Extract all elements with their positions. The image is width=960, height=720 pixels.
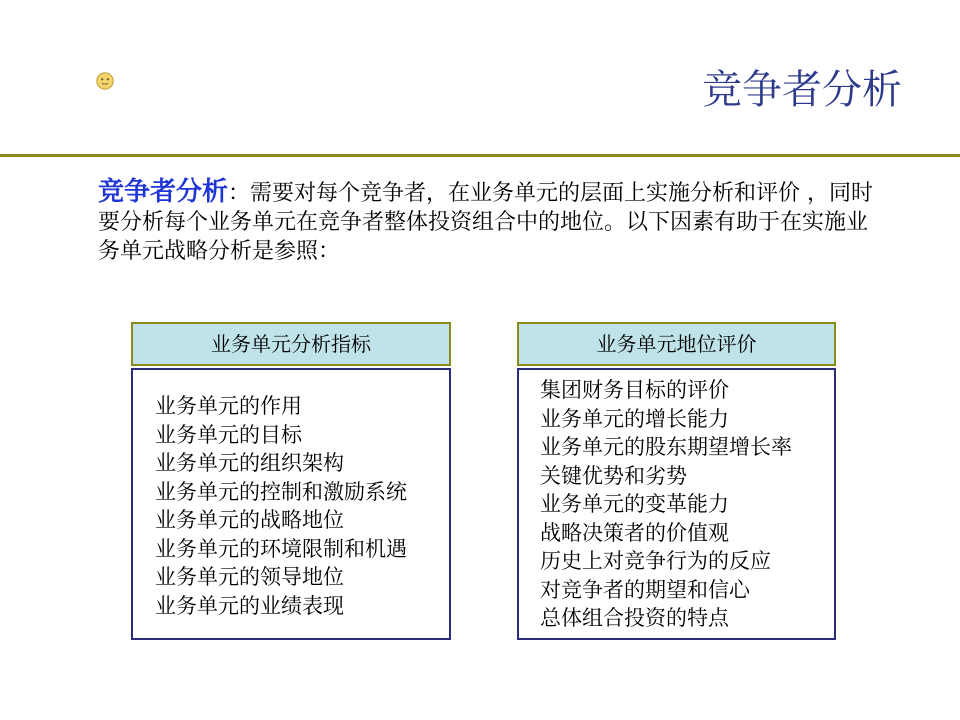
list-item: 业务单元的变革能力 xyxy=(540,492,729,516)
right-box-body xyxy=(517,368,836,640)
right-box-list xyxy=(540,376,834,633)
list-item: 对竞争者的期望和信心 xyxy=(540,577,750,602)
right-box-header: 业务单元地位评价 xyxy=(517,322,836,366)
list-item: 业务单元的业绩表现 xyxy=(155,593,344,618)
list-item: 总体组合投资的特点 xyxy=(540,606,729,630)
slide-title: 竞争者分析 xyxy=(702,67,902,113)
left-box-body xyxy=(131,368,451,640)
list-item: 业务单元的控制和激励系统 xyxy=(155,479,407,504)
title-divider xyxy=(0,154,960,157)
intro-lead: 竞争者分析 xyxy=(98,177,229,207)
list-item: 关键优势和劣势 xyxy=(540,463,687,488)
intro-paragraph xyxy=(98,178,888,266)
list-item: 历史上对竞争行为的反应 xyxy=(540,549,771,573)
list-item: 业务单元的作用 xyxy=(155,394,302,418)
list-item: 业务单元的领导地位 xyxy=(155,565,344,589)
list-item: 业务单元的增长能力 xyxy=(540,406,729,431)
intro-body: 需要对每个竞争者，在业务单元的层面上实施分析和评价 ，同时要分析每个业务单元在竞争者整体投资组合中的地位。以下因素有助于在实施业务单元战略分析是参照： xyxy=(98,181,874,264)
list-item: 集团财务目标的评价 xyxy=(540,378,729,402)
intro-colon: ： xyxy=(228,181,251,206)
left-box-list xyxy=(155,392,449,620)
list-item: 业务单元的目标 xyxy=(155,422,302,447)
list-item: 业务单元的环境限制和机遇 xyxy=(155,536,407,561)
list-item: 业务单元的战略地位 xyxy=(155,508,344,532)
left-box-header: 业务单元分析指标 xyxy=(131,322,451,366)
list-item: 业务单元的组织架构 xyxy=(155,451,344,475)
list-item: 战略决策者的价值观 xyxy=(540,520,729,545)
smiley-face-icon xyxy=(96,72,114,90)
list-item: 业务单元的股东期望增长率 xyxy=(540,435,792,459)
